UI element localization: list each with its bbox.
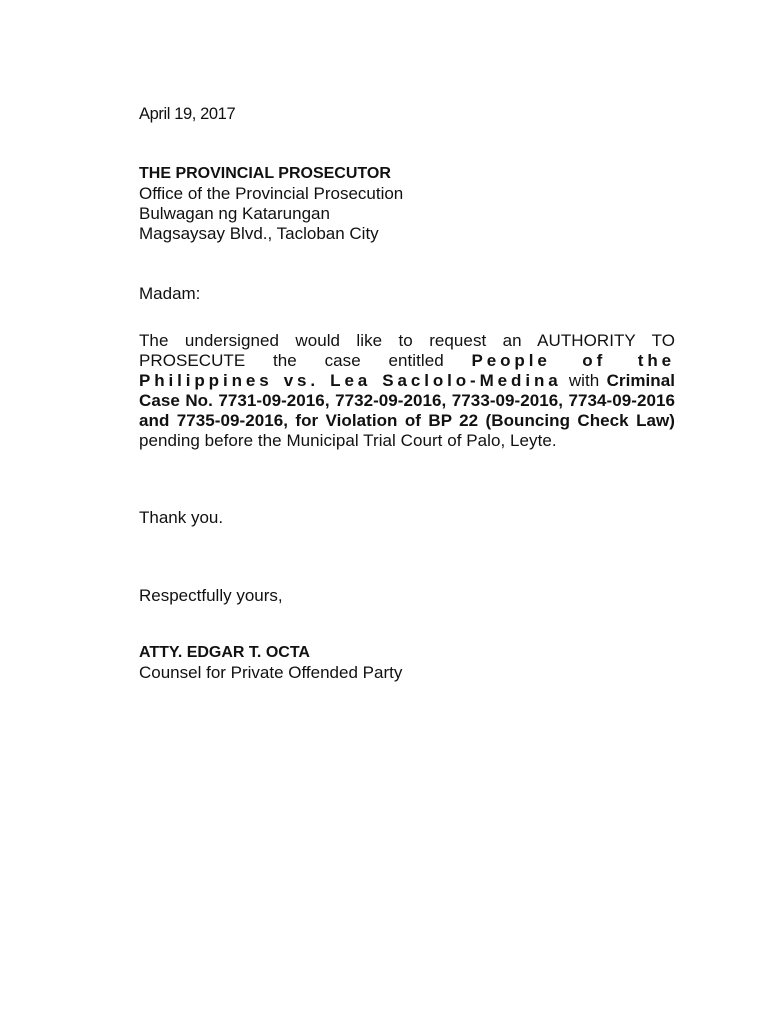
- case-title: People of the Philippines vs. Lea Saclolo-Medina: [139, 351, 675, 390]
- body-mid: with: [561, 371, 607, 390]
- letter-date: April 19, 2017: [139, 105, 236, 123]
- addressee-name: THE PROVINCIAL PROSECUTOR: [139, 165, 391, 182]
- addressee-office: Office of the Provincial Prosecution: [139, 184, 404, 203]
- body-paragraph: [139, 331, 675, 451]
- addressee-address: Magsaysay Blvd., Tacloban City: [139, 224, 379, 243]
- thanks-line: Thank you.: [139, 508, 224, 527]
- signature-block: [139, 643, 675, 683]
- closing-line: Respectfully yours,: [139, 586, 283, 605]
- case-numbers: Criminal Case No. 7731-09-2016, 7732-09-2016, 7733-09-2016, 7734-09-2016 and 7735-09-2016, for Violation of BP 22 (Bouncing Check Law): [139, 371, 675, 430]
- addressee-block: [139, 164, 675, 244]
- signatory-title: Counsel for Private Offended Party: [139, 663, 403, 682]
- body-outro: pending before the Municipal Trial Court of Palo, Leyte.: [139, 431, 557, 450]
- addressee-building: Bulwagan ng Katarungan: [139, 204, 330, 223]
- signatory-name: ATTY. EDGAR T. OCTA: [139, 644, 310, 661]
- salutation: Madam:: [139, 284, 201, 303]
- body-intro: The undersigned would like to request an AUTHORITY TO PROSECUTE the case entitled: [139, 331, 675, 370]
